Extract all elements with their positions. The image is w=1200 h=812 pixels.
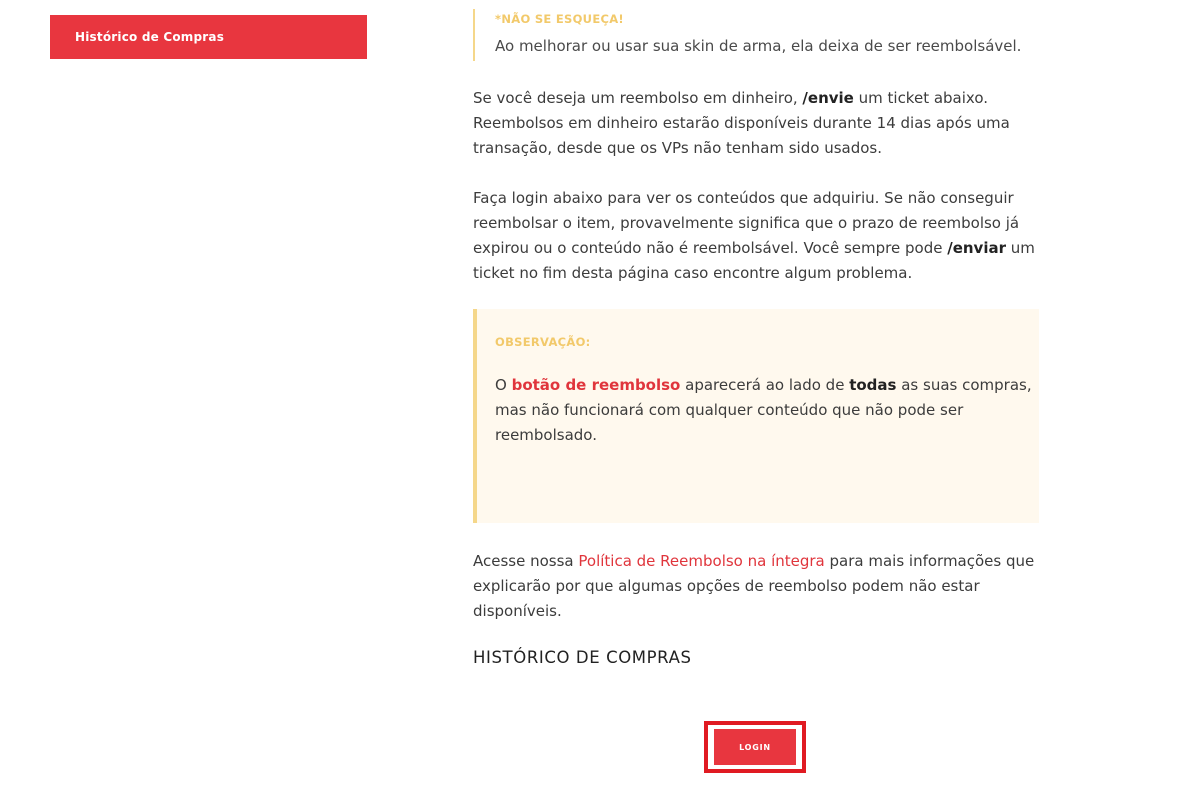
purchase-history-heading: HISTÓRICO DE COMPRAS [473,648,692,667]
reminder-label: *NÃO SE ESQUEÇA! [495,12,624,26]
text-fragment: expirou ou o conteúdo não é reembolsável. Você sempre pode [473,239,948,257]
text-fragment: aparecerá ao lado de [680,376,850,394]
reminder-text: Ao melhorar ou usar sua skin de arma, ela deixa de ser reembolsável. [495,37,1022,55]
paragraph-line: reembolsar o item, provavelmente significa que o prazo de reembolso já [473,214,1020,232]
send-command: /envie [802,89,854,107]
paragraph-line [473,236,1039,261]
paragraph-line: Reembolsos em dinheiro estarão disponíveis durante 14 dias após uma [473,114,1010,132]
text-fragment: um ticket abaixo. [853,89,989,107]
paragraph-line: Faça login abaixo para ver os conteúdos que adquiriu. Se não conseguir [473,189,1014,207]
text-fragment: Acesse nossa [473,552,579,570]
cash-refund-paragraph [473,86,1039,161]
paragraph-line [473,86,1039,111]
reminder-callout [473,9,1039,61]
paragraph-line [495,373,1032,398]
paragraph-line: disponíveis. [473,602,562,620]
text-fragment: para mais informações que [824,552,1035,570]
sidebar-item-purchase-history[interactable] [50,15,367,59]
login-button[interactable]: LOGIN [714,729,796,765]
paragraph-line: transação, desde que os VPs não tenham sido usados. [473,139,882,157]
paragraph-line [473,549,1039,574]
paragraph-line: mas não funcionará com qualquer conteúdo que não pode ser [495,401,964,419]
send-command: /enviar [947,239,1006,257]
observation-body [495,373,1032,448]
text-fragment: O [495,376,512,394]
paragraph-line: explicarão por que algumas opções de reembolso podem não estar [473,577,980,595]
emphasis-all: todas [849,376,897,394]
text-fragment: Se você deseja um reembolso em dinheiro, [473,89,803,107]
paragraph-line: ticket no fim desta página caso encontre algum problema. [473,264,913,282]
login-highlight-frame [704,721,806,773]
text-fragment: as suas compras, [896,376,1032,394]
sidebar-item-label: Histórico de Compras [75,30,225,44]
observation-callout [473,309,1039,523]
login-info-paragraph [473,186,1039,286]
observation-label: OBSERVAÇÃO: [495,335,591,349]
refund-policy-paragraph [473,549,1039,624]
refund-button-mention: botão de reembolso [511,376,681,394]
text-fragment: um [1006,239,1035,257]
refund-policy-link[interactable]: Política de Reembolso na íntegra [578,552,825,570]
paragraph-line: reembolsado. [495,426,597,444]
